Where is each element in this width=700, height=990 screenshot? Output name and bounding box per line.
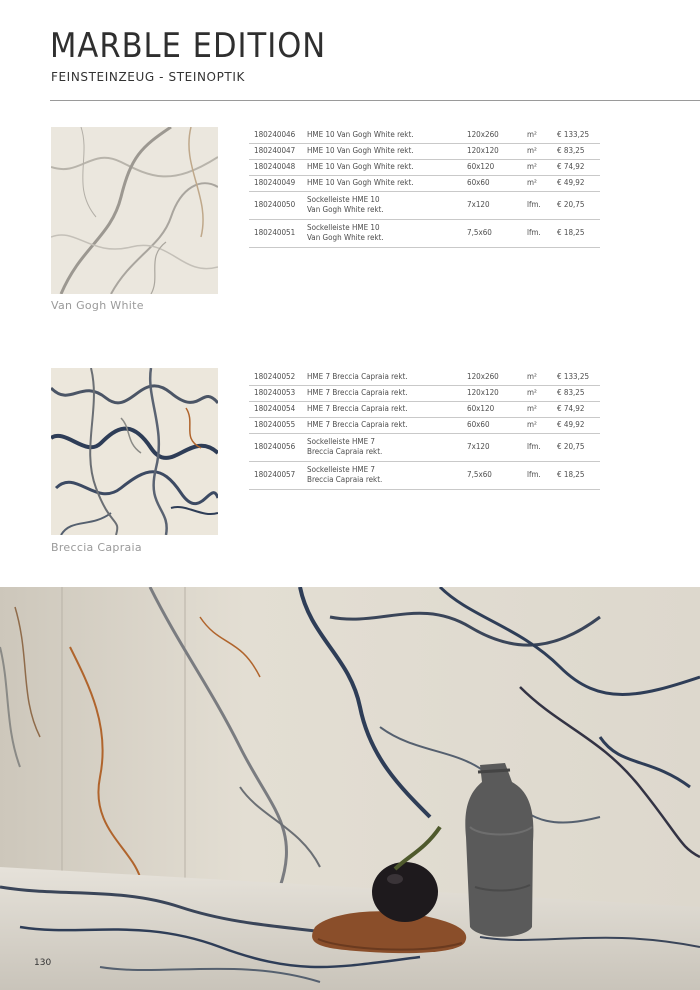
article-number: 180240053 [249,385,302,401]
price: € 18,25 [552,219,600,247]
price: € 49,92 [552,417,600,433]
unit: m² [522,385,552,401]
breccia-capraia-price-table [249,369,600,490]
interior-photo [0,587,700,990]
format-size: 7x120 [462,433,522,461]
price: € 20,75 [552,433,600,461]
article-number: 180240050 [249,191,302,219]
article-number: 180240056 [249,433,302,461]
unit: m² [522,401,552,417]
price: € 74,92 [552,401,600,417]
product-name: HME 7 Breccia Capraia rekt. [302,369,462,385]
van-gogh-white-label: Van Gogh White [51,299,144,312]
article-number: 180240051 [249,219,302,247]
product-name [302,433,462,461]
table-row [249,433,600,461]
product-name [302,219,462,247]
article-number: 180240048 [249,159,302,175]
table-row [249,127,600,143]
unit: m² [522,417,552,433]
unit: m² [522,159,552,175]
product-name-line1: Sockelleiste HME 7 [307,465,375,474]
price: € 18,25 [552,461,600,489]
price: € 74,92 [552,159,600,175]
format-size: 60x120 [462,159,522,175]
format-size: 120x260 [462,369,522,385]
product-name-line1: Sockelleiste HME 10 [307,223,380,232]
product-name-line2: Van Gogh White rekt. [307,205,384,214]
table-row [249,191,600,219]
table-row [249,369,600,385]
product-name-line2: Van Gogh White rekt. [307,233,384,242]
product-name: HME 10 Van Gogh White rekt. [302,127,462,143]
unit: lfm. [522,191,552,219]
marble-interior-photo-icon [0,587,700,990]
table-row [249,401,600,417]
product-name-line2: Breccia Capraia rekt. [307,475,383,484]
price: € 133,25 [552,127,600,143]
format-size: 7,5x60 [462,219,522,247]
format-size: 60x60 [462,175,522,191]
article-number: 180240057 [249,461,302,489]
format-size: 120x120 [462,143,522,159]
unit: lfm. [522,219,552,247]
table-row [249,159,600,175]
format-size: 60x120 [462,401,522,417]
format-size: 7,5x60 [462,461,522,489]
format-size: 120x120 [462,385,522,401]
article-number: 180240054 [249,401,302,417]
table-row [249,385,600,401]
format-size: 120x260 [462,127,522,143]
van-gogh-white-swatch [51,127,218,294]
product-name-line2: Breccia Capraia rekt. [307,447,383,456]
unit: lfm. [522,461,552,489]
article-number: 180240052 [249,369,302,385]
product-name-line1: Sockelleiste HME 10 [307,195,380,204]
table-row [249,175,600,191]
article-number: 180240049 [249,175,302,191]
product-name: HME 7 Breccia Capraia rekt. [302,417,462,433]
page-title: MARBLE EDITION [50,26,327,66]
table-row [249,143,600,159]
price: € 133,25 [552,369,600,385]
breccia-capraia-label: Breccia Capraia [51,541,142,554]
unit: lfm. [522,433,552,461]
article-number: 180240046 [249,127,302,143]
price: € 83,25 [552,385,600,401]
unit: m² [522,175,552,191]
van-gogh-white-price-table [249,127,600,248]
product-name: HME 7 Breccia Capraia rekt. [302,385,462,401]
unit: m² [522,127,552,143]
product-name: HME 10 Van Gogh White rekt. [302,159,462,175]
price: € 20,75 [552,191,600,219]
format-size: 7x120 [462,191,522,219]
table-row [249,417,600,433]
product-name: HME 10 Van Gogh White rekt. [302,175,462,191]
product-name: HME 7 Breccia Capraia rekt. [302,401,462,417]
product-name [302,461,462,489]
price: € 49,92 [552,175,600,191]
table-row [249,219,600,247]
breccia-capraia-marble-swatch-icon [51,368,218,535]
page-subtitle: FEINSTEINZEUG - STEINOPTIK [51,70,245,84]
format-size: 60x60 [462,417,522,433]
unit: m² [522,369,552,385]
breccia-capraia-swatch [51,368,218,535]
product-name-line1: Sockelleiste HME 7 [307,437,375,446]
article-number: 180240047 [249,143,302,159]
product-name [302,191,462,219]
van-gogh-white-marble-swatch-icon [51,127,218,294]
unit: m² [522,143,552,159]
page-number: 130 [34,958,52,968]
header-divider [50,100,700,101]
product-name: HME 10 Van Gogh White rekt. [302,143,462,159]
price: € 83,25 [552,143,600,159]
article-number: 180240055 [249,417,302,433]
table-row [249,461,600,489]
